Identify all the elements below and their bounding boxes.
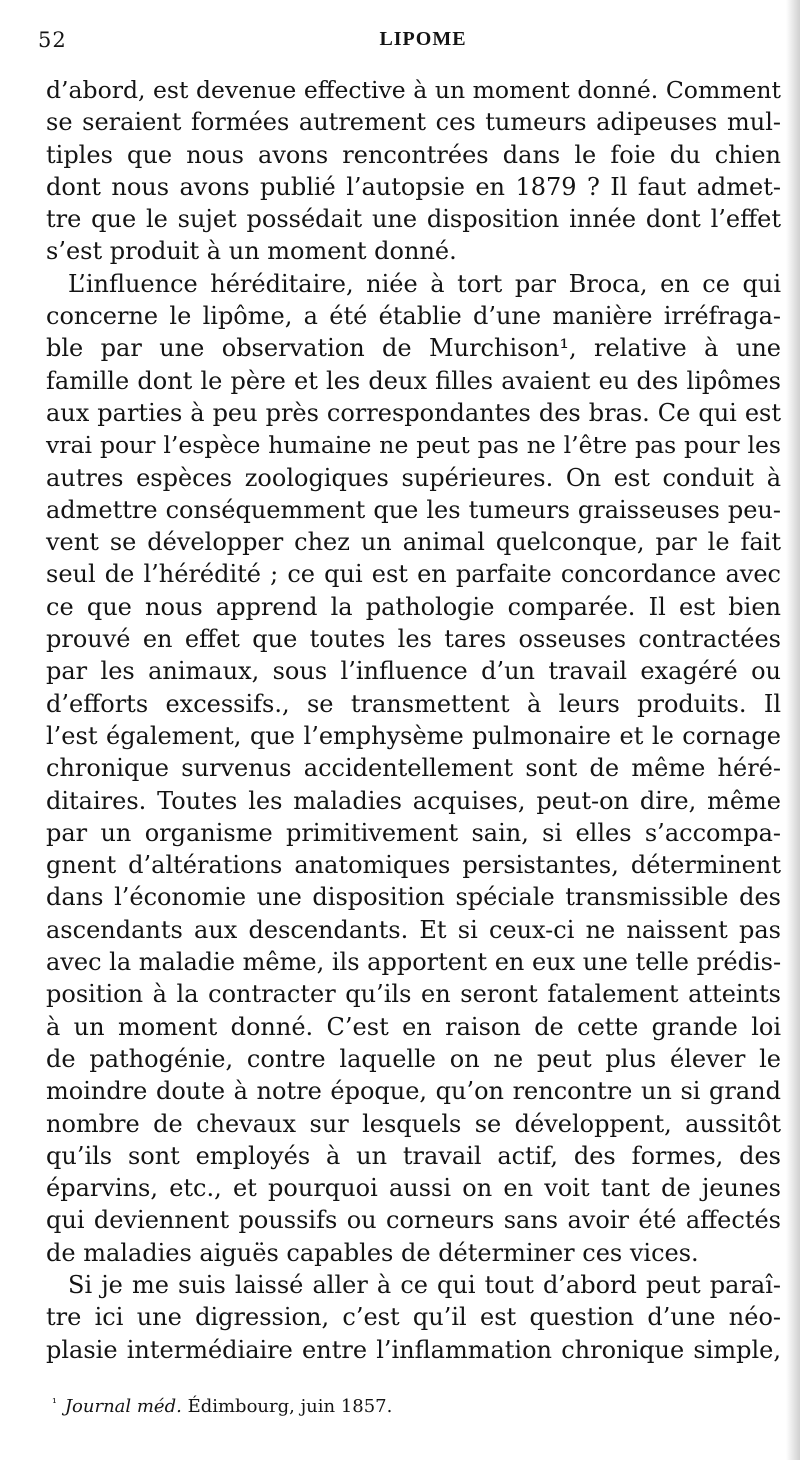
text-line: autres espèces zoologiques supérieures. On est conduit à [46,463,781,492]
running-head: LIPOME [379,28,467,50]
text-line: qui deviennent poussifs ou corneurs sans avoir été affectés [46,1206,781,1235]
text-line: qu’ils sont employés à un travail actif, des formes, des [46,1141,781,1170]
text-line: dont nous avons publié l’autopsie en 1879 ? Il faut admet- [46,172,781,201]
page-header [38,28,778,58]
text-line: tre ici une digression, c’est qu’il est question d’une néo- [46,1303,781,1332]
footnote-mark: ¹ [52,1396,57,1410]
text-line: à un moment donné. C’est en raison de cette grande loi [46,1012,781,1041]
text-line: s’est produit à un moment donné. [46,237,457,266]
footnote-journal: Journal méd. [64,1396,182,1417]
text-line: vent se développer chez un animal quelconque, par le fait [46,528,781,557]
text-line: Si je me suis laissé aller à ce qui tout d’abord peut paraî- [68,1270,781,1299]
footnote-text: Édimbourg, juin 1857. [181,1396,393,1417]
text-line: position à la contracter qu’ils en seront fatalement atteints [46,980,781,1009]
text-line: par un organisme primitivement sain, si elles s’accompa- [46,818,781,847]
footnote [52,1396,392,1417]
text-line: ascendants aux descendants. Et si ceux-ci ne naissent pas [46,915,781,944]
text-line: d’abord, est devenue effective à un moment donné. Comment [46,76,781,104]
text-line: admettre conséquemment que les tumeurs graisseuses peu- [46,495,781,524]
body-text [46,74,781,1366]
text-line: de maladies aiguës capables de déterminer ces vices. [46,1238,699,1267]
page-number: 52 [38,28,67,52]
text-line: se seraient formées autrement ces tumeurs adipeuses mul- [46,108,781,137]
text-line: L’influence héréditaire, niée à tort par Broca, en ce qui [68,269,781,298]
text-line: chronique survenus accidentellement sont de même héré- [46,754,781,783]
text-line: ce que nous apprend la pathologie comparée. Il est bien [46,592,781,621]
text-line: concerne le lipôme, a été établie d’une manière irréfraga- [46,302,781,331]
text-line: tre que le sujet possédait une disposition innée dont l’effet [46,205,781,234]
text-line: avec la maladie même, ils apportent en eux une telle prédis- [46,948,782,977]
text-line: éparvins, etc., et pourquoi aussi on en voit tant de jeunes [46,1174,781,1203]
text-line: ditaires. Toutes les maladies acquises, peut-on dire, même [46,786,781,815]
text-line: prouvé en effet que toutes les tares osseuses contractées [46,625,781,654]
text-line: plasie intermédiaire entre l’inflammation chronique simple, [46,1335,781,1364]
text-line: moindre doute à notre époque, qu’on rencontre un si grand [46,1077,781,1106]
page-edge-shadow [786,0,800,1460]
text-line: tiples que nous avons rencontrées dans le foie du chien [46,140,781,169]
text-line: dans l’économie une disposition spéciale transmissible des [46,883,781,912]
text-line: gnent d’altérations anatomiques persistantes, déterminent [46,851,781,880]
text-line: seul de l’hérédité ; ce qui est en parfaite concordance avec [46,560,781,589]
text-line: ble par une observation de Murchison¹, relative à une [46,334,781,363]
text-line: famille dont le père et les deux filles avaient eu des lipômes [46,366,781,395]
text-line: par les animaux, sous l’influence d’un travail exagéré ou [46,657,781,686]
text-line: de pathogénie, contre laquelle on ne peut plus élever le [46,1044,781,1073]
text-line: l’est également, que l’emphysème pulmonaire et le cornage [46,721,781,750]
text-line: aux parties à peu près correspondantes des bras. Ce qui est [46,398,781,427]
text-line: vrai pour l’espèce humaine ne peut pas ne l’être pas pour les [46,431,781,460]
text-line: nombre de chevaux sur lesquels se développent, aussitôt [46,1109,781,1138]
text-line: d’efforts excessifs., se transmettent à leurs produits. Il [46,689,781,718]
